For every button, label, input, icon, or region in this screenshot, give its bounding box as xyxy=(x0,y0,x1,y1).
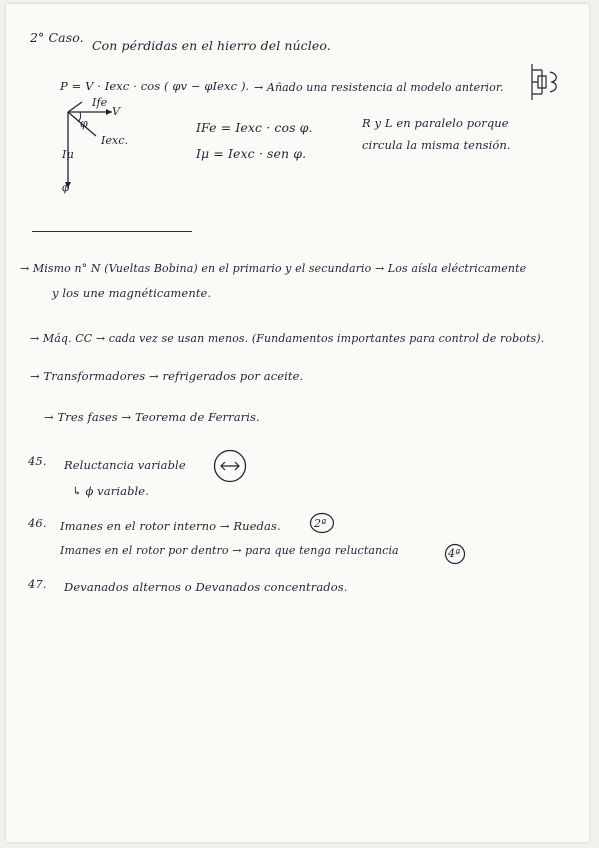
power-formula-note: → Añado una resistencia al modelo anterior. xyxy=(254,81,504,94)
note-three-phase: → Tres fases → Teorema de Ferraris. xyxy=(44,410,260,424)
item-47-text: Devanados alternos o Devanados concentrados. xyxy=(64,580,348,594)
item-46-number: 46. xyxy=(28,516,47,530)
item-45-sub: ↳ ϕ variable. xyxy=(72,484,149,498)
phasor-label-flux: ϕ xyxy=(62,181,70,194)
item-46-sub: Imanes en el rotor por dentro → para que tenga reluctancia xyxy=(60,544,399,557)
equation-ife: IFe = Iexc · cos φ. xyxy=(196,120,313,135)
item-46-sub-badge: 4ª xyxy=(448,547,461,560)
note-turns-cont: y los une magnéticamente. xyxy=(52,286,212,300)
equation-imu: Iμ = Iexc · sen φ. xyxy=(196,146,307,161)
parallel-note-line2: circula la misma tensión. xyxy=(362,138,511,152)
case-heading: Con pérdidas en el hierro del núcleo. xyxy=(92,38,331,53)
power-formula: P = V · Iexc · cos ( φv − φIexc ). xyxy=(60,79,250,93)
item-47-number: 47. xyxy=(28,577,47,591)
note-transformers: → Transformadores → refrigerados por aceite. xyxy=(30,369,304,383)
phasor-label-iexc: Iexc. xyxy=(101,134,129,147)
item-46-text: Imanes en el rotor interno → Ruedas. xyxy=(60,519,281,533)
rl-parallel-sketch xyxy=(528,62,564,102)
phasor-label-v: V xyxy=(112,105,121,118)
note-turns: → Mismo n° N (Vueltas Bobina) en el primario y el secundario → Los aísla eléctricamente xyxy=(20,262,527,275)
phasor-label-phi: φ xyxy=(80,117,88,130)
item-45-text: Reluctancia variable xyxy=(64,458,186,472)
section-divider xyxy=(32,231,192,232)
note-dc-machines: → Máq. CC → cada vez se usan menos. (Fundamentos importantes para control de robots). xyxy=(30,332,545,345)
case-label: 2° Caso. xyxy=(30,30,84,45)
phasor-label-ife: Ife xyxy=(92,96,108,109)
phasor-label-imu: Iμ xyxy=(62,148,74,161)
reluctance-symbol-icon xyxy=(213,449,247,483)
item-46-badge: 2ª xyxy=(314,517,327,530)
parallel-note-line1: R y L en paralelo porque xyxy=(362,116,509,130)
item-45-number: 45. xyxy=(28,454,47,468)
